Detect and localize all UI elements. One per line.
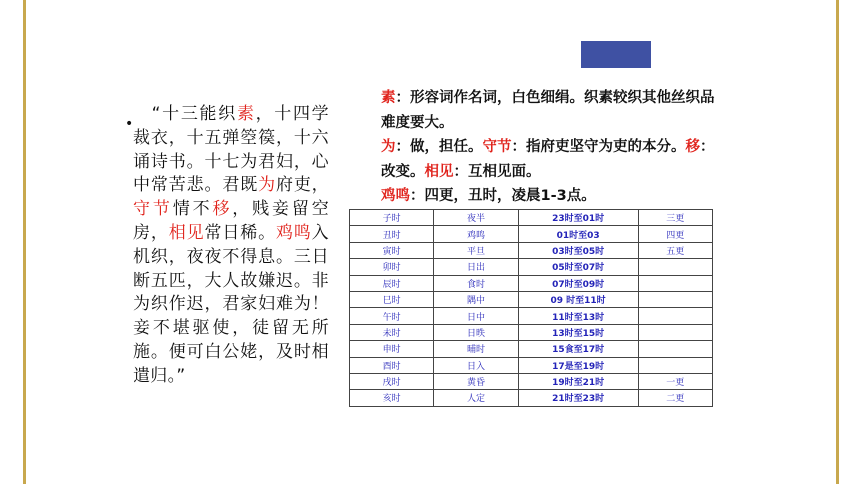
poem-highlight-word: 移 <box>212 199 233 220</box>
hour-range-cell: 01时至03 <box>518 226 638 242</box>
hour-range-cell: 11时至13时 <box>518 308 638 324</box>
table-row <box>350 259 713 275</box>
poem-text-segment: 入机织，夜夜不得息。三日断五匹，大人故嫌迟。非为织作迟，君家妇难为！妾不堪驱使，徒留无所施。便可白公姥，及时相遣归。” <box>133 222 329 386</box>
hour-range-cell: 23时至01时 <box>518 210 638 226</box>
watch-cell: 三更 <box>638 210 712 226</box>
shichen-cell: 酉时 <box>350 357 434 373</box>
watch-cell <box>638 357 712 373</box>
note-definition: ：指府吏坚守为吏的本分。 <box>511 139 686 155</box>
table-row <box>350 308 713 324</box>
hour-range-cell: 15食至17时 <box>518 341 638 357</box>
note-term: 鸡鸣 <box>381 188 410 204</box>
right-decorative-bar <box>836 0 839 484</box>
note-term: 为 <box>381 139 396 155</box>
poem-highlight-word: 素 <box>236 104 256 124</box>
table-row <box>350 210 713 226</box>
watch-cell: 二更 <box>638 390 712 406</box>
hour-range-cell: 03时至05时 <box>518 242 638 258</box>
table-row <box>350 275 713 291</box>
hour-range-cell: 19时至21时 <box>518 373 638 389</box>
hour-range-cell: 17是至19时 <box>518 357 638 373</box>
table-row <box>350 324 713 340</box>
note-line <box>350 135 722 184</box>
period-name-cell: 隅中 <box>434 291 518 307</box>
period-name-cell: 人定 <box>434 390 518 406</box>
period-name-cell: 日中 <box>434 308 518 324</box>
note-term: 素 <box>381 90 396 106</box>
period-name-cell: 鸡鸣 <box>434 226 518 242</box>
shichen-cell: 辰时 <box>350 275 434 291</box>
period-name-cell: 平旦 <box>434 242 518 258</box>
note-line <box>350 86 722 135</box>
annotation-notes <box>350 86 722 209</box>
watch-cell <box>638 341 712 357</box>
watch-cell: 五更 <box>638 242 712 258</box>
hour-range-cell: 21时至23时 <box>518 390 638 406</box>
watch-cell: 一更 <box>638 373 712 389</box>
poem-text-block <box>125 103 330 389</box>
watch-cell <box>638 275 712 291</box>
period-name-cell: 日昳 <box>434 324 518 340</box>
note-term: 守节 <box>482 139 512 155</box>
note-definition: ：改变。 <box>381 139 715 180</box>
shichen-cell: 戌时 <box>350 373 434 389</box>
shichen-cell: 丑时 <box>350 226 434 242</box>
poem-text-segment: 情不 <box>172 199 213 220</box>
shichen-cell: 申时 <box>350 341 434 357</box>
note-definition: ：形容词作名词，白色细绢。织素较织其他丝织品难度要大。 <box>381 90 715 131</box>
note-term: 移 <box>685 139 700 155</box>
table-row <box>350 373 713 389</box>
hour-range-cell: 05时至07时 <box>518 259 638 275</box>
shichen-cell: 巳时 <box>350 291 434 307</box>
table-row <box>350 357 713 373</box>
time-table <box>349 209 713 407</box>
watch-cell <box>638 324 712 340</box>
period-name-cell: 黄昏 <box>434 373 518 389</box>
note-term: 相见 <box>424 163 454 180</box>
poem-highlight-word: 守节 <box>133 199 173 220</box>
shichen-cell: 寅时 <box>350 242 434 258</box>
left-decorative-bar <box>23 0 26 484</box>
poem-highlight-word: 相见 <box>168 222 205 243</box>
period-name-cell: 夜半 <box>434 210 518 226</box>
poem-highlight-word: 鸡鸣 <box>275 222 312 243</box>
poem-text-segment: 常日稀。 <box>204 222 276 243</box>
poem-highlight-word: 为 <box>258 175 276 196</box>
note-definition: ：互相见面。 <box>453 163 541 180</box>
table-row <box>350 341 713 357</box>
note-line <box>350 184 722 209</box>
table-row <box>350 291 713 307</box>
shichen-cell: 午时 <box>350 308 434 324</box>
poem-text-segment: ，十四学裁衣，十五弹箜篌，十六诵诗书。十七为君妇，心中常苦悲。君既 <box>133 104 329 196</box>
note-definition: ：做，担任。 <box>395 139 483 155</box>
poem-text-segment: ，贱妾留空房， <box>133 199 330 243</box>
bullet-mark: • <box>125 116 134 132</box>
watch-cell <box>638 259 712 275</box>
shichen-cell: 子时 <box>350 210 434 226</box>
shichen-cell: 卯时 <box>350 259 434 275</box>
period-name-cell: 食时 <box>434 275 518 291</box>
shichen-cell: 亥时 <box>350 390 434 406</box>
hour-range-cell: 13时至15时 <box>518 324 638 340</box>
table-row <box>350 390 713 406</box>
table-row <box>350 226 713 242</box>
poem-body <box>133 104 329 386</box>
period-name-cell: 日出 <box>434 259 518 275</box>
watch-cell <box>638 308 712 324</box>
hour-range-cell: 09 时至11时 <box>518 291 638 307</box>
watch-cell <box>638 291 712 307</box>
note-definition: ：四更，丑时，凌晨1-3点。 <box>410 188 596 204</box>
period-name-cell: 晡时 <box>434 341 518 357</box>
poem-text-segment: 府吏， <box>275 175 329 196</box>
poem-text-segment: “十三能织 <box>133 104 237 124</box>
header-accent-block <box>581 41 651 68</box>
hour-range-cell: 07时至09时 <box>518 275 638 291</box>
table-row <box>350 242 713 258</box>
shichen-cell: 未时 <box>350 324 434 340</box>
watch-cell: 四更 <box>638 226 712 242</box>
period-name-cell: 日入 <box>434 357 518 373</box>
